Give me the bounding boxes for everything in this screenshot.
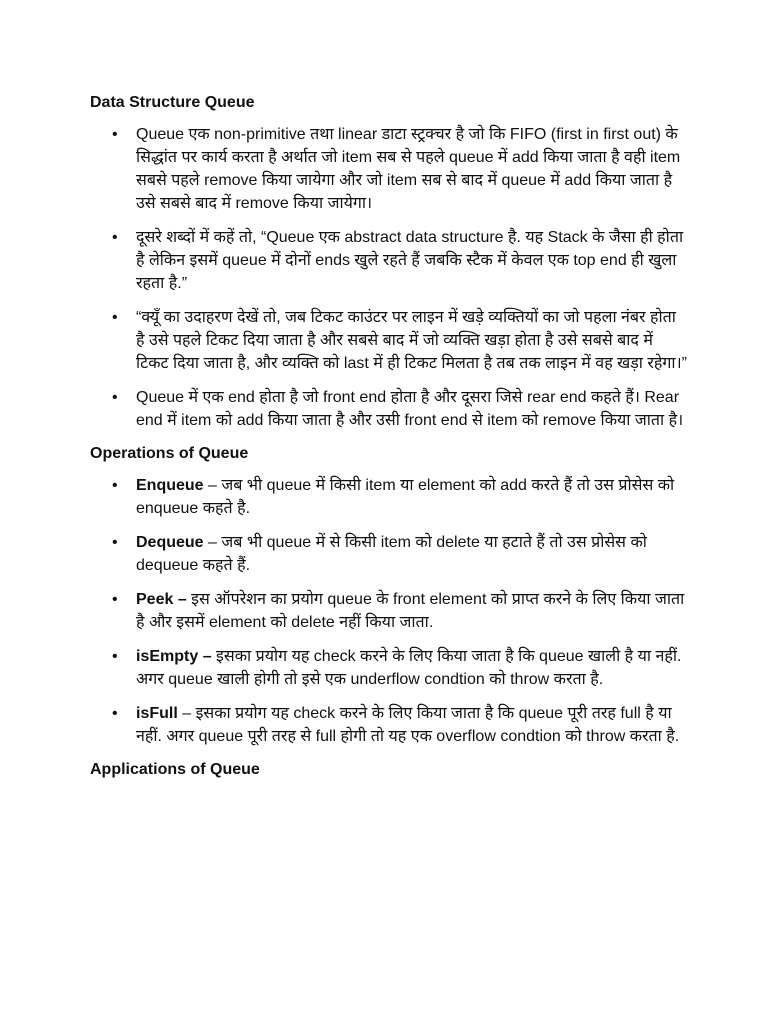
bullet-icon: • bbox=[112, 229, 118, 246]
bullet-icon: • bbox=[112, 477, 118, 494]
list-item-text: Queue में एक end होता है जो front end होता है और दूसरा जिसे rear end कहते हैं। Rear end में item को add किया जाता है और उसी front end से item को remove किया जाता है। bbox=[136, 389, 684, 429]
list-item-text: दूसरे शब्दों में कहें तो, “Queue एक abstract data structure है. यह Stack के जैसा ही होता है लेकिन इसमें queue में दोनों ends खुले रहते हैं जबकि स्टैक में केवल एक top end ही खुला रहता है.” bbox=[136, 229, 684, 292]
bullet-list-queue-intro bbox=[90, 123, 688, 432]
bullet-icon: • bbox=[112, 309, 118, 326]
section-heading-operations-of-queue: Operations of Queue bbox=[90, 445, 249, 462]
operation-term: isFull bbox=[136, 705, 178, 722]
bullet-icon: • bbox=[112, 534, 118, 551]
list-item bbox=[90, 123, 688, 215]
section-heading-applications-of-queue: Applications of Queue bbox=[90, 761, 260, 778]
operation-description: इसका प्रयोग यह check करने के लिए किया जाता है कि queue खाली है या नहीं. अगर queue खाली होगी तो इसे एक underflow condtion को throw करता है. bbox=[136, 648, 682, 688]
operation-term: Peek – bbox=[136, 591, 187, 608]
bullet-icon: • bbox=[112, 648, 118, 665]
list-item bbox=[90, 386, 688, 432]
list-item-isfull bbox=[90, 702, 688, 748]
operation-description: – जब भी queue में किसी item या element को add करते हैं तो उस प्रोसेस को enqueue कहते है. bbox=[136, 477, 675, 517]
bullet-icon: • bbox=[112, 389, 118, 406]
list-item-isempty bbox=[90, 645, 688, 691]
operation-description: इस ऑपरेशन का प्रयोग queue के front element को प्राप्त करने के लिए किया जाता है और इसमें element को delete नहीं किया जाता. bbox=[136, 591, 685, 631]
bullet-icon: • bbox=[112, 126, 118, 143]
list-item-dequeue bbox=[90, 531, 688, 577]
operation-term: isEmpty – bbox=[136, 648, 212, 665]
operation-description: – जब भी queue में से किसी item को delete या हटाते हैं तो उस प्रोसेस को dequeue कहते हैं. bbox=[136, 534, 647, 574]
list-item-peek bbox=[90, 588, 688, 634]
list-item-text: Queue एक non-primitive तथा linear डाटा स्ट्रक्चर है जो कि FIFO (first in first out) के सिद्धांत पर कार्य करता है अर्थात जो item सब से पहले queue में add किया जाता है वही item सबसे पहले remove किया जायेगा और जो item सब से बाद में queue में add किया जाता है उसे सबसे बाद में remove किया जायेगा। bbox=[136, 126, 681, 212]
bullet-icon: • bbox=[112, 591, 118, 608]
section-heading-data-structure-queue: Data Structure Queue bbox=[90, 94, 255, 111]
list-item-text: “क्यूँ का उदाहरण देखें तो, जब टिकट काउंटर पर लाइन में खड़े व्यक्तियों का जो पहला नंबर होता है उसे पहले टिकट दिया जाता है और सबसे बाद में जो व्यक्ति खड़ा होता है उसे सबसे बाद में टिकट दिया जाता है, और व्यक्ति को last में ही टिकट मिलता है तब तक लाइन में वह खड़ा रहेगा।” bbox=[136, 309, 687, 372]
operation-term: Dequeue bbox=[136, 534, 204, 551]
operation-description: – इसका प्रयोग यह check करने के लिए किया जाता है कि queue पूरी तरह full है या नहीं. अगर queue पूरी तरह से full होगी तो यह एक overflow condtion को throw करता है. bbox=[136, 705, 680, 745]
operation-term: Enqueue bbox=[136, 477, 204, 494]
bullet-list-queue-operations bbox=[90, 474, 688, 748]
bullet-icon: • bbox=[112, 705, 118, 722]
list-item-enqueue bbox=[90, 474, 688, 520]
list-item bbox=[90, 306, 688, 375]
list-item bbox=[90, 226, 688, 295]
